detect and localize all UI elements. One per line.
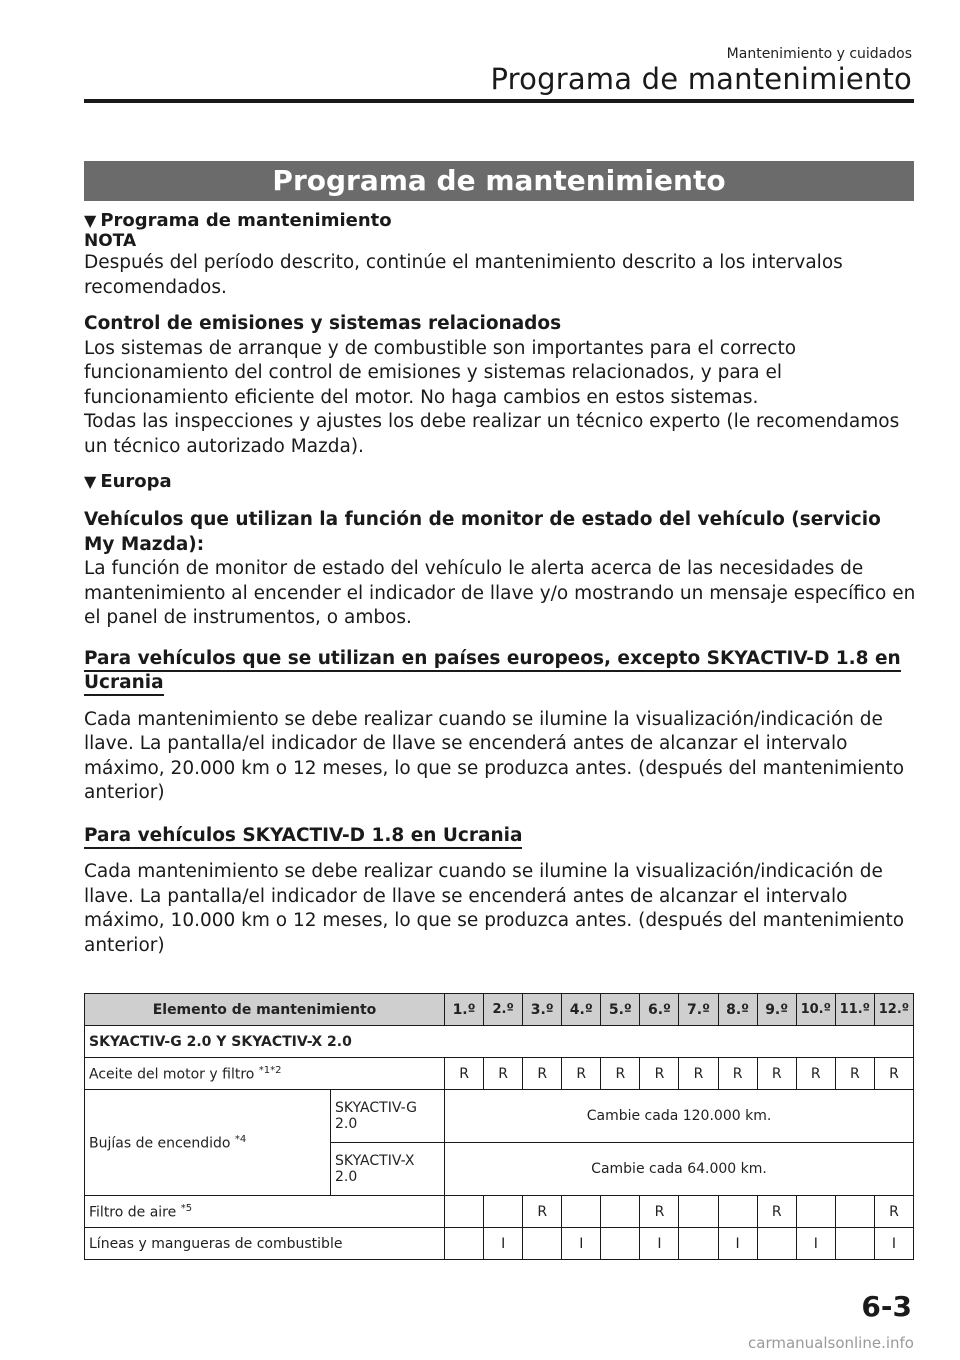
maintenance-table xyxy=(84,993,914,1260)
table-row-plugs-g xyxy=(85,1090,914,1143)
table-cell xyxy=(523,1228,562,1260)
table-row-air xyxy=(85,1196,914,1228)
item-plugs-label: Bujías de encendido xyxy=(89,1135,231,1152)
ua-text: Cada mantenimiento se debe realizar cuando se ilumine la visualización/indicación de llave. La pantalla/el indicador de llave se encenderá antes de alcanzar el intervalo máximo, 10.000 km o 12 meses, lo que se produzca antes. (después del mantenimiento anterior) xyxy=(84,861,905,956)
table-cell: I xyxy=(796,1228,835,1260)
watermark: carmanualsonline.info xyxy=(748,1334,914,1352)
section-title: Programa de mantenimiento xyxy=(490,62,912,96)
table-cell: I xyxy=(484,1228,523,1260)
item-oil-label: Aceite del motor y filtro xyxy=(89,1066,255,1083)
item-fuel: Líneas y mangueras de combustible xyxy=(85,1228,445,1260)
footnote-ref: *1*2 xyxy=(258,1064,282,1076)
triangle-down-icon: ▼ xyxy=(84,472,97,491)
table-cell: R xyxy=(874,1058,913,1090)
table-cell xyxy=(835,1228,874,1260)
footnote-ref: *5 xyxy=(180,1202,193,1214)
table-cell: I xyxy=(562,1228,601,1260)
table-cell: R xyxy=(562,1058,601,1090)
emissions-text: Los sistemas de arranque y de combustible son importantes para el correcto funcionamiento del control de emisiones y sistemas relacionados, y para el funcionamiento eficiente del motor. No haga cambios en estos sistemas. xyxy=(84,337,797,408)
table-cell xyxy=(718,1196,757,1228)
item-air xyxy=(85,1196,445,1228)
page-number: 6-3 xyxy=(861,1290,912,1323)
table-cell: R xyxy=(718,1058,757,1090)
table-cell: R xyxy=(523,1196,562,1228)
table-group-row xyxy=(85,1026,914,1058)
table-cell xyxy=(796,1196,835,1228)
table-cell: I xyxy=(640,1228,679,1260)
eu-text: Cada mantenimiento se debe realizar cuando se ilumine la visualización/indicación de llave. La pantalla/el indicador de llave se encenderá antes de alcanzar el intervalo máximo, 20.000 km o 12 meses, lo que se produzca antes. (después del mantenimiento anterior) xyxy=(84,708,905,803)
table-cell: I xyxy=(874,1228,913,1260)
header-col-2: 2.º xyxy=(484,994,523,1026)
table-cell xyxy=(445,1196,484,1228)
table-cell: R xyxy=(640,1196,679,1228)
table-cell: R xyxy=(640,1058,679,1090)
header-item: Elemento de mantenimiento xyxy=(85,994,445,1026)
footnote-ref: *4 xyxy=(234,1133,247,1145)
table-cell xyxy=(679,1196,718,1228)
item-oil xyxy=(85,1058,445,1090)
table-cell xyxy=(562,1196,601,1228)
subsection-heading-text: Programa de mantenimiento xyxy=(100,210,392,231)
emissions-heading: Control de emisiones y sistemas relacionados xyxy=(84,313,562,334)
engine-group-label: SKYACTIV-G 2.0 Y SKYACTIV-X 2.0 xyxy=(85,1026,914,1058)
table-row-oil xyxy=(85,1058,914,1090)
monitor-text: La función de monitor de estado del vehículo le alerta acerca de las necesidades de mantenimiento al encender el indicador de llave y/o mostrando un mensaje específico en el panel de instrumentos, o ambos. xyxy=(84,558,916,628)
table-cell: R xyxy=(757,1196,796,1228)
table-cell xyxy=(445,1228,484,1260)
table-cell: I xyxy=(718,1228,757,1260)
table-cell: R xyxy=(796,1058,835,1090)
header-col-6: 6.º xyxy=(640,994,679,1026)
table-cell xyxy=(484,1196,523,1228)
header-col-4: 4.º xyxy=(562,994,601,1026)
eu-heading: Para vehículos que se utilizan en países europeos, excepto SKYACTIV-D 1.8 en Ucrania xyxy=(84,648,901,697)
emissions-text-2: Todas las inspecciones y ajustes los debe realizar un técnico experto (le recomendamos un técnico autorizado Mazda). xyxy=(84,411,900,457)
chapter-title: Mantenimiento y cuidados xyxy=(726,46,912,62)
header-col-12: 12.º xyxy=(874,994,913,1026)
engine-g: SKYACTIV-G 2.0 xyxy=(331,1090,445,1143)
header-col-3: 3.º xyxy=(523,994,562,1026)
item-plugs xyxy=(85,1090,331,1196)
monitor-heading: Vehículos que utilizan la función de monitor de estado del vehículo (servicio My Mazda): xyxy=(84,509,881,555)
ua-heading-wrap xyxy=(84,824,916,849)
table-cell xyxy=(757,1228,796,1260)
header-col-11: 11.º xyxy=(835,994,874,1026)
table-cell: R xyxy=(757,1058,796,1090)
header-rule xyxy=(84,99,914,103)
table-cell: R xyxy=(835,1058,874,1090)
engine-x: SKYACTIV-X 2.0 xyxy=(331,1143,445,1196)
note-text: Después del período descrito, continúe el mantenimiento descrito a los intervalos recomendados. xyxy=(84,252,843,298)
table-cell: R xyxy=(484,1058,523,1090)
table-cell xyxy=(679,1228,718,1260)
item-air-label: Filtro de aire xyxy=(89,1204,177,1221)
header-col-9: 9.º xyxy=(757,994,796,1026)
plugs-g-interval: Cambie cada 120.000 km. xyxy=(445,1090,914,1143)
table-cell xyxy=(601,1196,640,1228)
plugs-x-interval: Cambie cada 64.000 km. xyxy=(445,1143,914,1196)
table-cell: R xyxy=(874,1196,913,1228)
header-col-7: 7.º xyxy=(679,994,718,1026)
eu-heading-wrap xyxy=(84,647,916,696)
note-heading: NOTA xyxy=(84,231,137,251)
triangle-down-icon: ▼ xyxy=(84,211,97,230)
table-cell: R xyxy=(679,1058,718,1090)
ua-heading: Para vehículos SKYACTIV-D 1.8 en Ucrania xyxy=(84,825,522,849)
page-content xyxy=(84,210,916,958)
table-row-fuel xyxy=(85,1228,914,1260)
table-cell: R xyxy=(601,1058,640,1090)
section-banner: Programa de mantenimiento xyxy=(84,161,914,201)
table-cell xyxy=(835,1196,874,1228)
header-col-10: 10.º xyxy=(796,994,835,1026)
table-cell xyxy=(601,1228,640,1260)
europe-heading xyxy=(84,471,916,492)
subsection-heading xyxy=(84,210,916,231)
header-col-1: 1.º xyxy=(445,994,484,1026)
europe-heading-text: Europa xyxy=(100,471,172,492)
header-col-8: 8.º xyxy=(718,994,757,1026)
table-cell: R xyxy=(445,1058,484,1090)
table-header-row xyxy=(85,994,914,1026)
table-cell: R xyxy=(523,1058,562,1090)
header-col-5: 5.º xyxy=(601,994,640,1026)
